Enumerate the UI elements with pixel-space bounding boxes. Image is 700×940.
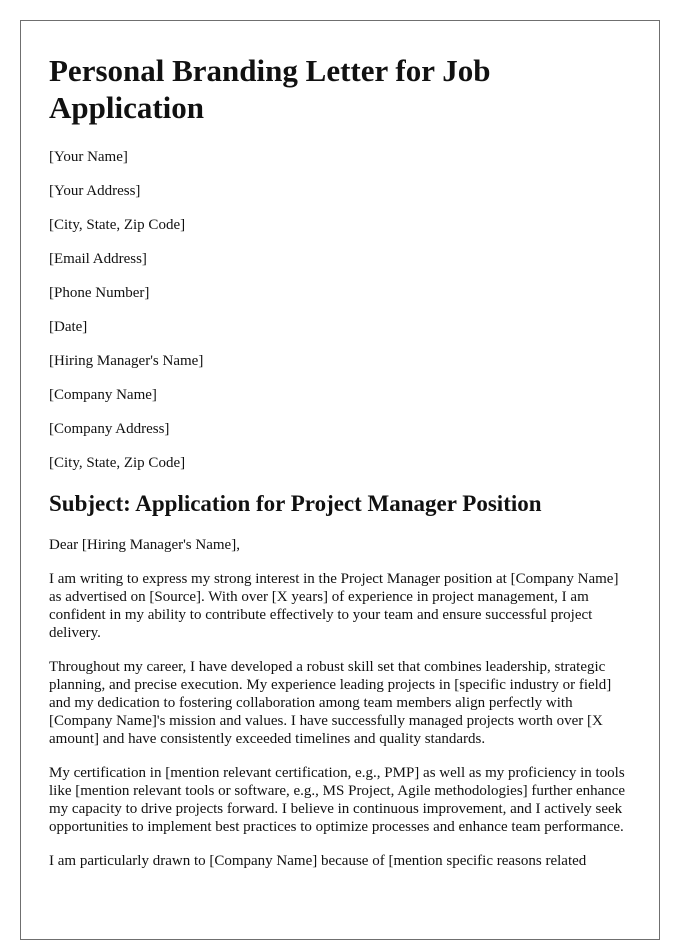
email-address-line: [Email Address] [49, 251, 147, 267]
date-line: [Date] [49, 319, 88, 335]
body-paragraph: I am writing to express my strong interest in the Project Manager position at [Company Name] as advertised on [Source]. With over [X years] of experience in project management, I am confident in my ability to contribute effectively to your team and ensure successful project delivery. [49, 571, 619, 641]
city-state-zip-line: [City, State, Zip Code] [49, 217, 186, 233]
company-name-line: [Company Name] [49, 387, 157, 403]
salutation: Dear [Hiring Manager's Name], [49, 537, 240, 553]
letter-document [20, 20, 660, 940]
letter-title: Personal Branding Letter for Job Application [49, 53, 491, 125]
body-paragraph: Throughout my career, I have developed a robust skill set that combines leadership, strategic planning, and precise execution. My experience leading projects in [specific industry or field] and my dedication to fostering collaboration among team members align perfectly with [Company Name]'s mission and values. I have successfully managed projects worth over [X amount] and have consistently exceeded timelines and quality standards. [49, 659, 612, 747]
hiring-manager-name-line: [Hiring Manager's Name] [49, 353, 204, 369]
body-paragraph: I am particularly drawn to [Company Name] because of [mention specific reasons related [49, 853, 587, 869]
your-address-line: [Your Address] [49, 183, 141, 199]
subject-heading: Subject: Application for Project Manager Position [49, 491, 542, 516]
your-name-line: [Your Name] [49, 149, 128, 165]
address-block [49, 148, 631, 472]
company-city-state-zip-line: [City, State, Zip Code] [49, 455, 186, 471]
body-paragraph: My certification in [mention relevant certification, e.g., PMP] as well as my proficiency in tools like [mention relevant tools or software, e.g., MS Project, Agile methodologies] further enhance my capacity to drive projects forward. I believe in continuous improvement, and I actively seek opportunities to implement best practices to optimize processes and enhance team performance. [49, 765, 626, 835]
company-address-line: [Company Address] [49, 421, 170, 437]
phone-number-line: [Phone Number] [49, 285, 150, 301]
